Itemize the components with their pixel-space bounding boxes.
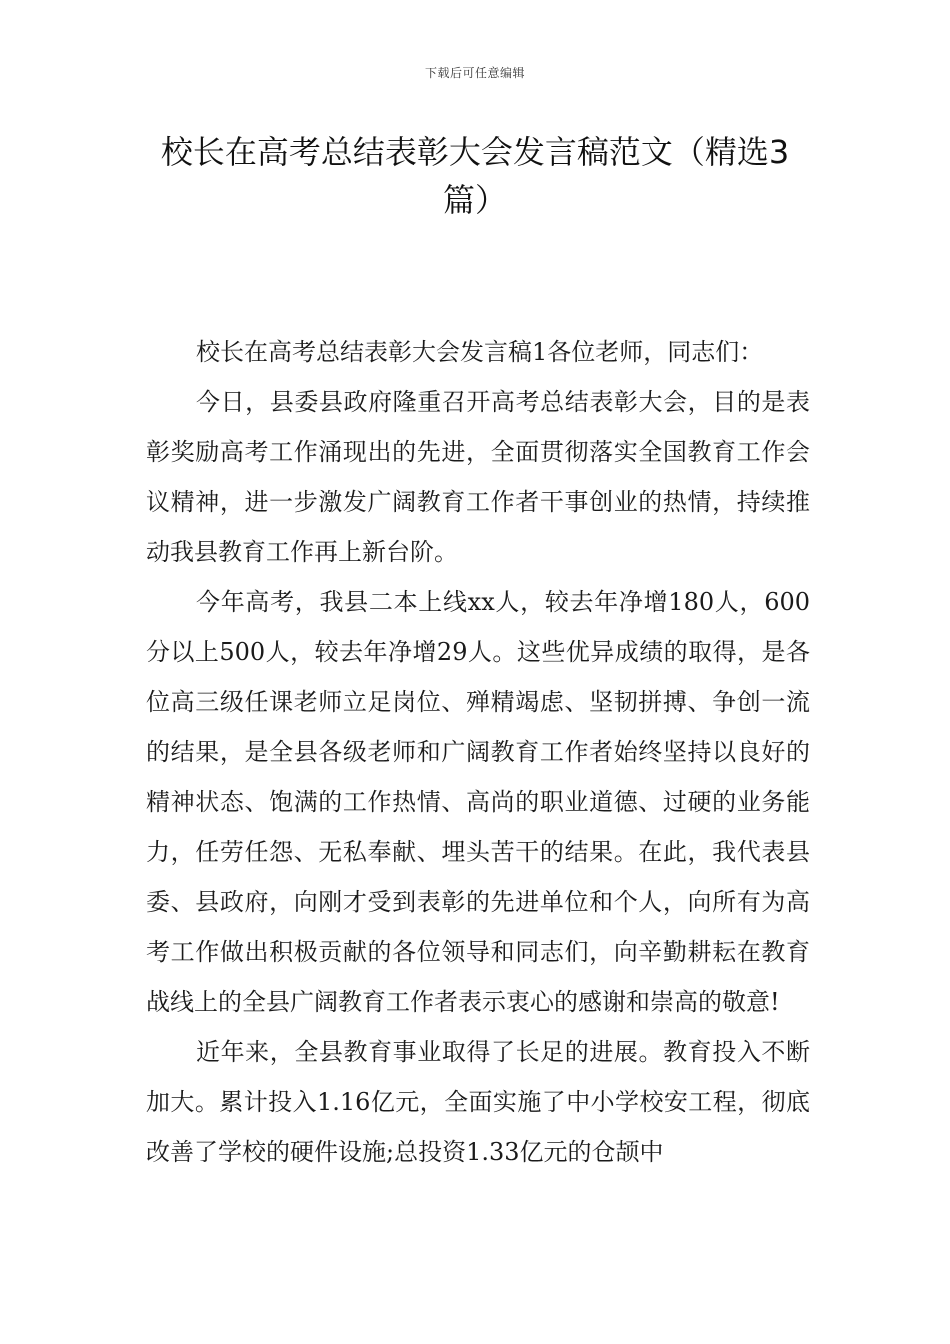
paragraph-progress: 近年来，全县教育事业取得了长足的进展。教育投入不断加大。累计投入1.16亿元，全面实施了中小学校安工程，彻底改善了学校的硬件设施;总投资1.33亿元的仓颉中 [146,1038,810,1166]
paragraph-intro: 今日，县委县政府隆重召开高考总结表彰大会，目的是表彰奖励高考工作涌现出的先进，全面贯彻落实全国教育工作会议精神，进一步激发广阔教育工作者干事创业的热情，持续推动我县教育工作再上新台阶。 [146,388,810,566]
paragraph-results: 今年高考，我县二本上线xx人，较去年净增180人，600分以上500人，较去年净增29人。这些优异成绩的取得，是各位高三级任课老师立足岗位、殚精竭虑、坚韧拼搏、争创一流的结果，是全县各级老师和广阔教育工作者始终坚持以良好的精神状态、饱满的工作热情、高尚的职业道德、过硬的业务能力，任劳任怨、无私奉献、埋头苦干的结果。在此，我代表县委、县政府，向刚才受到表彰的先进单位和个人，向所有为高考工作做出积极贡献的各位领导和同志们，向辛勤耕耘在教育战线上的全县广阔教育工作者表示衷心的感谢和崇高的敬意! [146,588,810,1016]
document-title: 校长在高考总结表彰大会发言稿范文（精选3篇） [160,133,790,219]
paragraph-greeting: 校长在高考总结表彰大会发言稿1各位老师，同志们： [196,338,764,366]
header-note: 下载后可任意编辑 [424,66,525,80]
document-body [146,327,810,1177]
